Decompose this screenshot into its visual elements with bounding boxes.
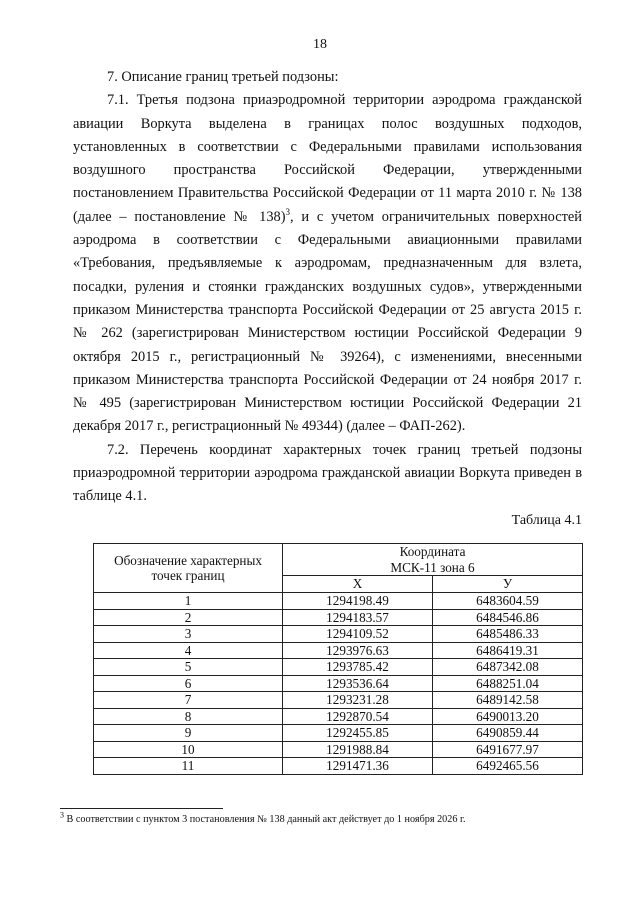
- x-coordinate-cell: 1294183.57: [283, 609, 433, 626]
- table-row: [94, 642, 583, 659]
- y-coordinate-cell: 6488251.04: [433, 675, 583, 692]
- table-row: [94, 675, 583, 692]
- y-coordinate-cell: 6490859.44: [433, 725, 583, 742]
- y-coordinate-cell: 6486419.31: [433, 642, 583, 659]
- paragraph-7-1-end: , и с учетом ограничительных поверхностей аэродрома в соответствии с Федеральными авиационными правилами «Требования, предъявляемые к аэродромам, предназначенным для взлета, посадки, руления и стоянки гражданских воздушных судов», утвержденными приказом Министерства транспорта Российской Федерации от 25 августа 2015 г. № 262 (зарегистрирован Министерством юстиции Российской Федерации 9 октября 2015 г., регистрационный № 39264), с изменениями, внесенными приказом Министерства транспорта Российской Федерации от 24 ноября 2017 г. № 495 (зарегистрирован Министерством юстиции Российской Федерации 21 декабря 2017 г., регистрационный № 49344) (далее – ФАП-262).: [73, 208, 582, 435]
- point-number-cell: 6: [94, 675, 283, 692]
- point-number-cell: 11: [94, 758, 283, 775]
- point-number-cell: 5: [94, 659, 283, 676]
- x-coordinate-cell: 1294198.49: [283, 593, 433, 610]
- table-row: [94, 659, 583, 676]
- y-coordinate-cell: 6490013.20: [433, 708, 583, 725]
- footnote: [60, 810, 466, 825]
- coordinate-system: МСК-11 зона 6: [390, 559, 475, 575]
- points-header: Обозначение характерных точек границ: [94, 544, 283, 593]
- coordinates-table: [93, 543, 583, 775]
- y-header: У: [433, 576, 583, 593]
- point-number-cell: 10: [94, 741, 283, 758]
- x-coordinate-cell: 1292455.85: [283, 725, 433, 742]
- footnote-ref: 3: [285, 206, 291, 217]
- y-coordinate-cell: 6487342.08: [433, 659, 583, 676]
- x-coordinate-cell: 1293231.28: [283, 692, 433, 709]
- point-number-cell: 8: [94, 708, 283, 725]
- table-row: [94, 758, 583, 775]
- table-caption: Таблица 4.1: [511, 513, 582, 528]
- point-number-cell: 9: [94, 725, 283, 742]
- x-coordinate-cell: 1293536.64: [283, 675, 433, 692]
- page-number: 18: [313, 37, 327, 52]
- x-coordinate-cell: 1291988.84: [283, 741, 433, 758]
- coordinate-header: [283, 544, 583, 576]
- y-coordinate-cell: 6483604.59: [433, 593, 583, 610]
- x-coordinate-cell: 1293976.63: [283, 642, 433, 659]
- point-number-cell: 7: [94, 692, 283, 709]
- table-body: [94, 593, 583, 775]
- footnote-separator: [60, 808, 223, 809]
- y-coordinate-cell: 6491677.97: [433, 741, 583, 758]
- table-row: [94, 692, 583, 709]
- coordinate-header-title: Координата: [399, 544, 466, 559]
- y-coordinate-cell: 6484546.86: [433, 609, 583, 626]
- table-row: [94, 708, 583, 725]
- point-number-cell: 2: [94, 609, 283, 626]
- section-title: 7. Описание границ третьей подзоны:: [107, 69, 339, 85]
- table-row: [94, 725, 583, 742]
- x-coordinate-cell: 1294109.52: [283, 626, 433, 643]
- table-row: [94, 626, 583, 643]
- table-row: [94, 609, 583, 626]
- footnote-mark: 3: [60, 810, 64, 820]
- table-row: [94, 593, 583, 610]
- table-row: [94, 741, 583, 758]
- paragraph-7-2: 7.2. Перечень координат характерных точек границ третьей подзоны приаэродромной территории аэродрома гражданской авиации Воркута приведен в таблице 4.1.: [73, 441, 582, 505]
- point-number-cell: 1: [94, 593, 283, 610]
- y-coordinate-cell: 6489142.58: [433, 692, 583, 709]
- point-number-cell: 4: [94, 642, 283, 659]
- paragraph-7-1: [73, 89, 582, 438]
- x-coordinate-cell: 1291471.36: [283, 758, 433, 775]
- paragraph-7-1-start: 7.1. Третья подзона приаэродромной территории аэродрома гражданской авиации Воркута выделена в границах полос воздушных подходов, установленных в соответствии с Федеральными правилами использования воздушного пространства Российской Федерации, утвержденными постановлением Правительства Российской Федерации от 11 марта 2010 г. № 138 (далее – постановление № 138): [73, 92, 582, 225]
- x-coordinate-cell: 1292870.54: [283, 708, 433, 725]
- x-coordinate-cell: 1293785.42: [283, 659, 433, 676]
- point-number-cell: 3: [94, 626, 283, 643]
- y-coordinate-cell: 6485486.33: [433, 626, 583, 643]
- body-text: [73, 66, 582, 509]
- y-coordinate-cell: 6492465.56: [433, 758, 583, 775]
- x-header: Х: [283, 576, 433, 593]
- footnote-text: В соответствии с пунктом 3 постановления № 138 данный акт действует до 1 ноября 2026 г.: [66, 814, 466, 825]
